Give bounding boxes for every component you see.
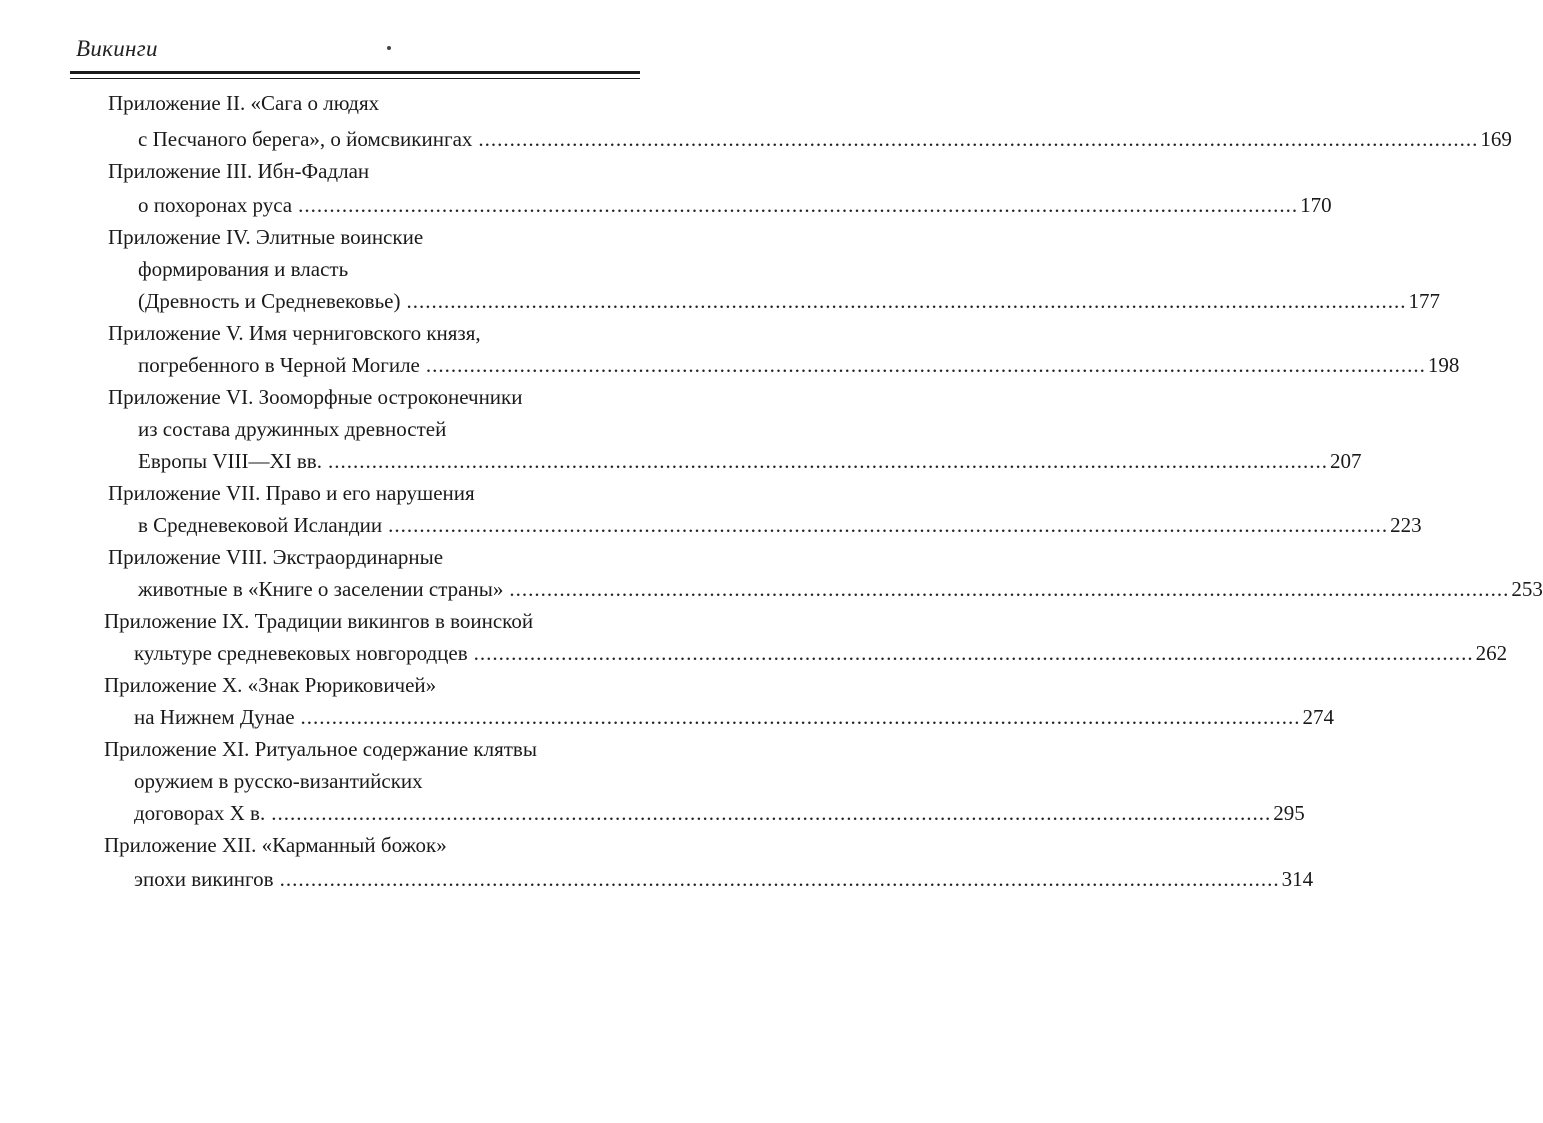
toc-entry-5-page: 207 [1329, 449, 1362, 473]
toc-entry-7-leader: ................................................................................................................................................................ [509, 577, 1510, 601]
toc-entry-7-text: животные в «Книге о заселении страны» [138, 577, 504, 601]
toc-entry-1-text: с Песчаного берега», о йомсвикингах [138, 127, 473, 151]
toc-entry-4-line-1: Приложение V. Имя черниговского князя, [108, 321, 481, 345]
toc-entry-9-last-line [134, 702, 1335, 732]
toc-entry-3-leader: ................................................................................................................................................................ [406, 289, 1407, 313]
toc-entry-9-line-1: Приложение X. «Знак Рюриковичей» [104, 673, 437, 697]
toc-entry-11-leader: ................................................................................................................................................................ [279, 867, 1280, 891]
toc-entry-11-page: 314 [1281, 867, 1314, 891]
toc-entry-2-last-line [138, 190, 1332, 220]
toc-entry-10-line-1: Приложение XI. Ритуальное содержание клятвы [104, 737, 537, 761]
toc-entry-4-leader: ................................................................................................................................................................ [425, 353, 1426, 377]
toc-entry-5-line-1: Приложение VI. Зооморфные остроконечники [108, 385, 523, 409]
toc-entry-9-leader: ................................................................................................................................................................ [300, 705, 1301, 729]
toc-entry-8-text: культуре средневековых новгородцев [134, 641, 468, 665]
toc-entry-2-text: о похоронах руса [138, 193, 293, 217]
toc-entry-9-page: 274 [1302, 705, 1335, 729]
toc-entry-5-text: Европы VIII—XI вв. [138, 449, 322, 473]
toc-entry-6-leader: ................................................................................................................................................................ [388, 513, 1389, 537]
toc-entry-11-line-1: Приложение XII. «Карманный божок» [104, 833, 447, 857]
toc-entry-7-page: 253 [1511, 577, 1543, 601]
toc-entry-4-text: погребенного в Черной Могиле [138, 353, 420, 377]
toc-entry-10-last-line [134, 798, 1305, 828]
toc-entry-10-page: 295 [1273, 801, 1305, 825]
toc-entry-5-last-line [138, 446, 1362, 476]
toc-entry-3-text: (Древность и Средневековье) [138, 289, 401, 313]
toc-entry-1-last-line [138, 124, 1512, 154]
toc-entry-3-line-1: Приложение IV. Элитные воинские [108, 225, 424, 249]
toc-entry-1-line-1: Приложение II. «Сага о людях [108, 91, 380, 115]
toc-entry-10-line-2: оружием в русско-византийских [134, 769, 423, 793]
toc-entry-8-page: 262 [1475, 641, 1508, 665]
toc-entry-10-leader: ................................................................................................................................................................ [271, 801, 1272, 825]
toc-entry-3-last-line [138, 286, 1440, 316]
toc-entry-5-line-2: из состава дружинных древностей [138, 417, 447, 441]
toc-entry-4-last-line [138, 350, 1460, 380]
toc-entry-4-page: 198 [1427, 353, 1460, 377]
toc-entry-2-line-1: Приложение III. Ибн-Фадлан [108, 159, 370, 183]
toc-entry-9-text: на Нижнем Дунае [134, 705, 295, 729]
toc-entry-3-line-2: формирования и власть [138, 257, 349, 281]
running-title: Викинги [76, 36, 158, 61]
toc-entry-2-leader: ................................................................................................................................................................ [298, 193, 1299, 217]
toc-entry-7-last-line [138, 574, 1543, 604]
toc-entry-1-page: 169 [1480, 127, 1512, 151]
toc-entry-6-line-1: Приложение VII. Право и его нарушения [108, 481, 475, 505]
toc-entry-3-page: 177 [1408, 289, 1440, 313]
toc-entry-1-leader: ................................................................................................................................................................ [478, 127, 1479, 151]
toc-entry-6-text: в Средневековой Исландии [138, 513, 383, 537]
toc-entry-8-line-1: Приложение IX. Традиции викингов в воинской [104, 609, 534, 633]
toc-entry-7-line-1: Приложение VIII. Экстраординарные [108, 545, 444, 569]
toc-entry-5-leader: ................................................................................................................................................................ [327, 449, 1328, 473]
toc-entry-6-last-line [138, 510, 1422, 540]
toc-entry-8-last-line [134, 638, 1508, 668]
toc-entry-2-page: 170 [1300, 193, 1332, 217]
toc-entry-8-leader: ................................................................................................................................................................ [473, 641, 1474, 665]
toc-entry-11-text: эпохи викингов [134, 867, 274, 891]
toc-entry-10-text: договорах X в. [134, 801, 266, 825]
toc-entry-6-page: 223 [1390, 513, 1422, 537]
toc-entry-11-last-line [134, 864, 1314, 894]
